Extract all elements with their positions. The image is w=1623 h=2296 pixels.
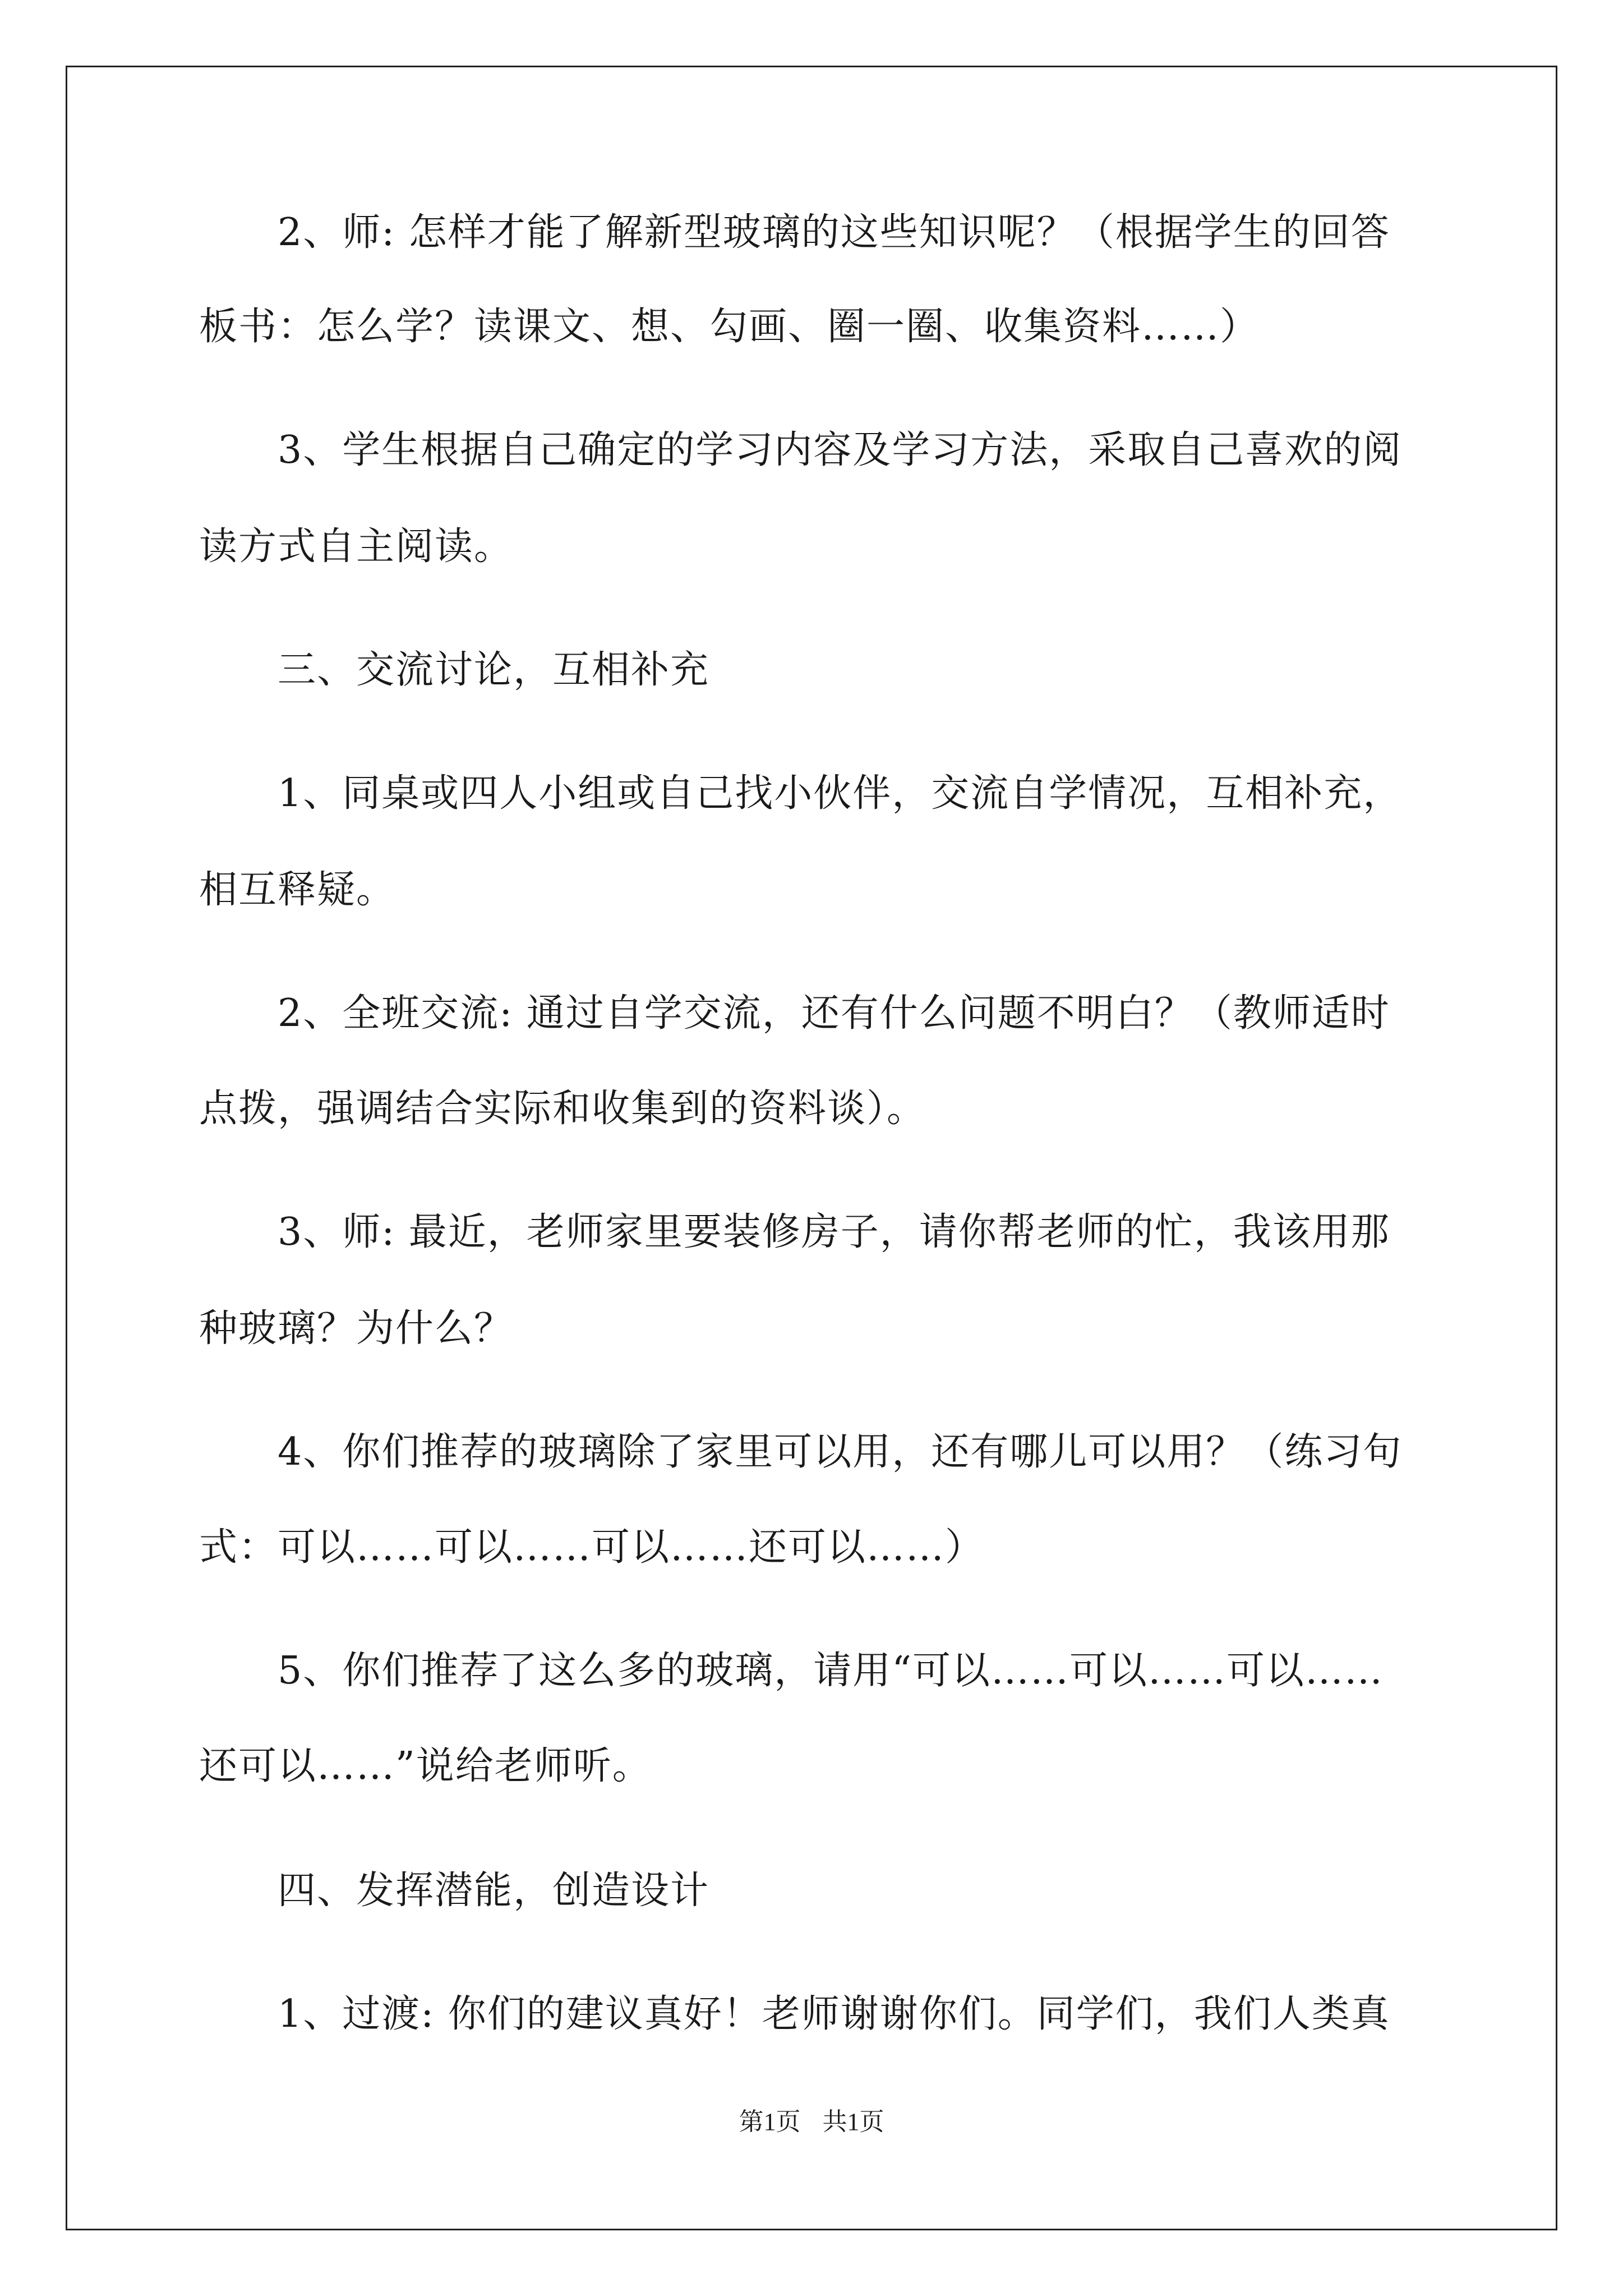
text-line: 3、师: 最近，老师家里要装修房子，请你帮老师的忙，我该用那 xyxy=(278,1210,1390,1254)
text-line: 读方式自主阅读。 xyxy=(199,524,514,569)
section-heading: 三、交流讨论，互相补充 xyxy=(278,648,710,692)
text-line: 相互释疑。 xyxy=(199,868,396,912)
text-line: 式：可以……可以……可以……还可以……） xyxy=(199,1525,985,1570)
text-line: 2、全班交流: 通过自学交流，还有什么问题不明白？（教师适时 xyxy=(278,991,1390,1036)
text-line: 还可以……”说给老师听。 xyxy=(199,1744,652,1788)
text-line: 点拨，强调结合实际和收集到的资料谈）。 xyxy=(199,1087,926,1131)
page-number: 第1页 xyxy=(739,2108,801,2136)
text-line: 种玻璃？为什么？ xyxy=(199,1306,514,1351)
text-line: 板书：怎么学？读课文、想、勾画、圈一圈、收集资料……） xyxy=(199,305,1260,349)
text-line: 1、过渡: 你们的建议真好！老师谢谢你们。同学们，我们人类真 xyxy=(278,1992,1390,2036)
text-line: 4、你们推荐的玻璃除了家里可以用，还有哪儿可以用？（练习句 xyxy=(278,1430,1403,1474)
text-line: 1、同桌或四人小组或自己找小伙伴，交流自学情况，互相补充， xyxy=(278,771,1403,816)
text-line: 2、师: 怎样才能了解新型玻璃的这些知识呢？（根据学生的回答 xyxy=(278,210,1390,255)
page-footer xyxy=(0,2106,1623,2138)
section-heading: 四、发挥潜能，创造设计 xyxy=(278,1869,710,1913)
text-line: 3、学生根据自己确定的学习内容及学习方法，采取自己喜欢的阅 xyxy=(278,428,1403,472)
page-total: 共1页 xyxy=(822,2108,884,2136)
text-line: 5、你们推荐了这么多的玻璃，请用“可以……可以……可以…… xyxy=(278,1649,1384,1693)
